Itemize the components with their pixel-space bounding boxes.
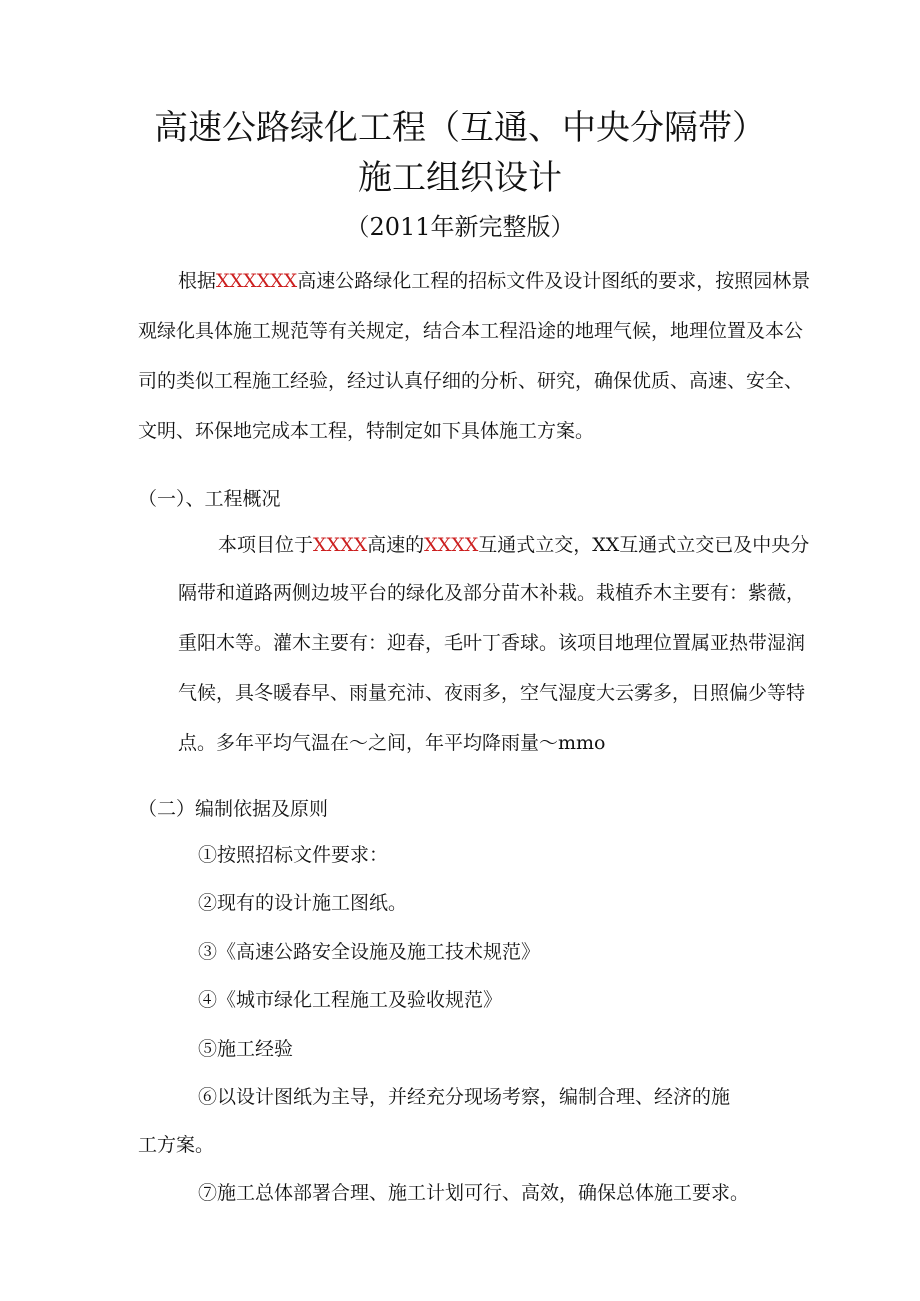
overview-line: 气候，具冬暖春早、雨量充沛、夜雨多，空气湿度大云雾多，日照偏少等特 [178,682,806,704]
document-title-line2: 施工组织设计 [358,158,562,198]
intro-line: 文明、环保地完成本工程，特制定如下具体施工方案。 [138,420,595,442]
basis-item-continuation: 工方案。 [138,1134,215,1156]
intro-line: 司的类似工程施工经验，经过认真仔细的分析、研究，确保优质、高速、安全、 [138,370,804,392]
section-heading-overview: （一）、工程概况 [138,488,281,510]
overview-line [218,532,809,558]
overview-line: 点。多年平均气温在～之间，年平均降雨量～mmo [178,732,606,754]
basis-item: ③《高速公路安全设施及施工技术规范》 [198,941,541,963]
interchange-placeholder: XXXX [424,534,479,556]
intro-line [178,268,810,294]
project-name-placeholder: XXXXXX [216,270,298,292]
basis-item: ④《城市绿化工程施工及验收规范》 [198,989,503,1011]
document-edition: （2011年新完整版） [345,213,575,241]
intro-text: 高速公路绿化工程的招标文件及设计图纸的要求，按照园林景 [297,270,811,292]
overview-text: 高速的 [367,534,425,556]
intro-line: 观绿化具体施工规范等有关规定，结合本工程沿途的地理气候，地理位置及本公 [138,320,804,342]
document-title-line1: 高速公路绿化工程（互通、中央分隔带） [154,108,766,148]
overview-text: 本项目位于 [218,534,314,556]
overview-line: 重阳木等。灌木主要有：迎春，毛叶丁香球。该项目地理位置属亚热带湿润 [178,632,806,654]
basis-item: ②现有的设计施工图纸。 [198,892,408,914]
basis-item: ⑤施工经验 [198,1038,294,1060]
basis-item: ①按照招标文件要求： [198,844,389,866]
overview-line: 隔带和道路两侧边坡平台的绿化及部分苗木补栽。栽植乔木主要有：紫薇， [178,582,806,604]
section-heading-basis: （二）编制依据及原则 [138,798,329,820]
basis-item: ⑥以设计图纸为主导，并经充分现场考察，编制合理、经济的施 [198,1086,731,1108]
location-placeholder: XXXX [313,534,368,556]
basis-item: ⑦施工总体部署合理、施工计划可行、高效，确保总体施工要求。 [198,1182,750,1204]
overview-text: 互通式立交，XX互通式立交已及中央分 [478,534,810,556]
intro-text: 根据 [178,270,217,292]
